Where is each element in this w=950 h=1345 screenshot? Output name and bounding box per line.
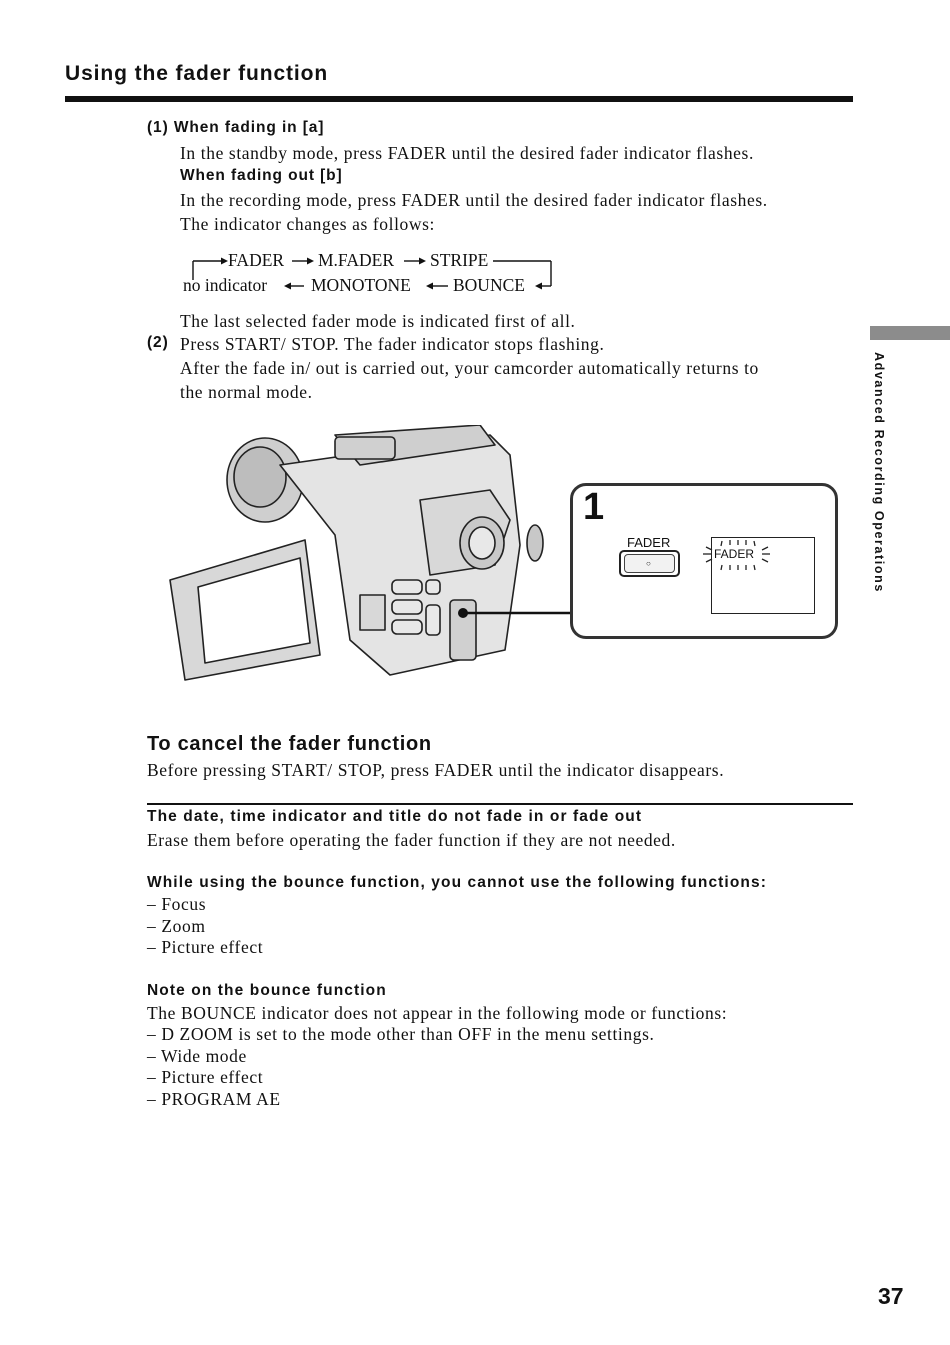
note3-text: The BOUNCE indicator does not appear in the following mode or functions: (147, 1003, 728, 1023)
list-item: – Wide mode (147, 1045, 247, 1066)
note3-list (147, 1024, 654, 1110)
list-item: – PROGRAM AE (147, 1088, 281, 1109)
page-number: 37 (878, 1283, 904, 1309)
list-item: – D ZOOM is set to the mode other than OFF in the menu settings. (147, 1024, 655, 1044)
arrow-left-icon (426, 283, 433, 290)
lcd-fader-indicator: FADER (714, 547, 755, 561)
step2-text-1: Press START/ STOP. The fader indicator stops flashing. (180, 334, 605, 354)
arrow-left-icon (535, 283, 542, 290)
fader-button-label: FADER (627, 535, 671, 550)
step1-text-fade-out-1: In the recording mode, press FADER until the desired fader indicator flashes. (180, 190, 768, 210)
note3-heading: Note on the bounce function (147, 982, 387, 999)
step1-heading-fade-in: (1) When fading in [a] (147, 119, 325, 136)
cancel-heading: To cancel the fader function (147, 733, 432, 755)
note1-text: Erase them before operating the fader function if they are not needed. (147, 830, 676, 850)
list-item: – Picture effect (147, 937, 264, 957)
flow-no-indicator: no indicator (183, 275, 268, 295)
page-title: Using the fader function (65, 62, 329, 85)
cancel-text: Before pressing START/ STOP, press FADER until the indicator disappears. (147, 760, 725, 780)
step1-heading-fade-out: When fading out [b] (180, 167, 343, 184)
note2-list (147, 894, 263, 959)
section-tab (870, 326, 950, 340)
list-item: – Picture effect (147, 1067, 264, 1087)
title-rule (65, 96, 853, 102)
flow-stripe: STRIPE (430, 250, 489, 270)
step1-text-fade-in: In the standby mode, press FADER until the desired fader indicator flashes. (180, 143, 754, 163)
flow-monotone: MONOTONE (311, 275, 411, 295)
list-item: – Focus (147, 894, 207, 914)
callout-step-number: 1 (583, 486, 605, 528)
section-tab-label: Advanced Recording Operations (872, 352, 886, 593)
list-item: – Zoom (147, 915, 206, 936)
note2-heading: While using the bounce function, you cannot use the following functions: (147, 874, 767, 891)
notes-divider (147, 803, 853, 805)
flow-fader: FADER (228, 250, 285, 270)
step2-text-2: After the fade in/ out is carried out, your camcorder automatically returns to (180, 358, 759, 378)
step2-number: (2) (147, 334, 169, 351)
flow-mfader: M.FADER (318, 250, 395, 270)
arrow-right-icon (221, 258, 228, 265)
step1-text-after: The last selected fader mode is indicated first of all. (180, 311, 576, 331)
note1-heading: The date, time indicator and title do not fade in or fade out (147, 808, 643, 825)
camcorder-illustration (160, 425, 580, 685)
step2-text-3: the normal mode. (180, 382, 313, 402)
arrow-right-icon (307, 258, 314, 265)
button-dot-icon: ○ (646, 559, 651, 568)
step1-text-fade-out-2: The indicator changes as follows: (180, 214, 436, 234)
arrow-right-icon (419, 258, 426, 265)
arrow-left-icon (284, 283, 291, 290)
flow-bounce: BOUNCE (453, 275, 525, 295)
